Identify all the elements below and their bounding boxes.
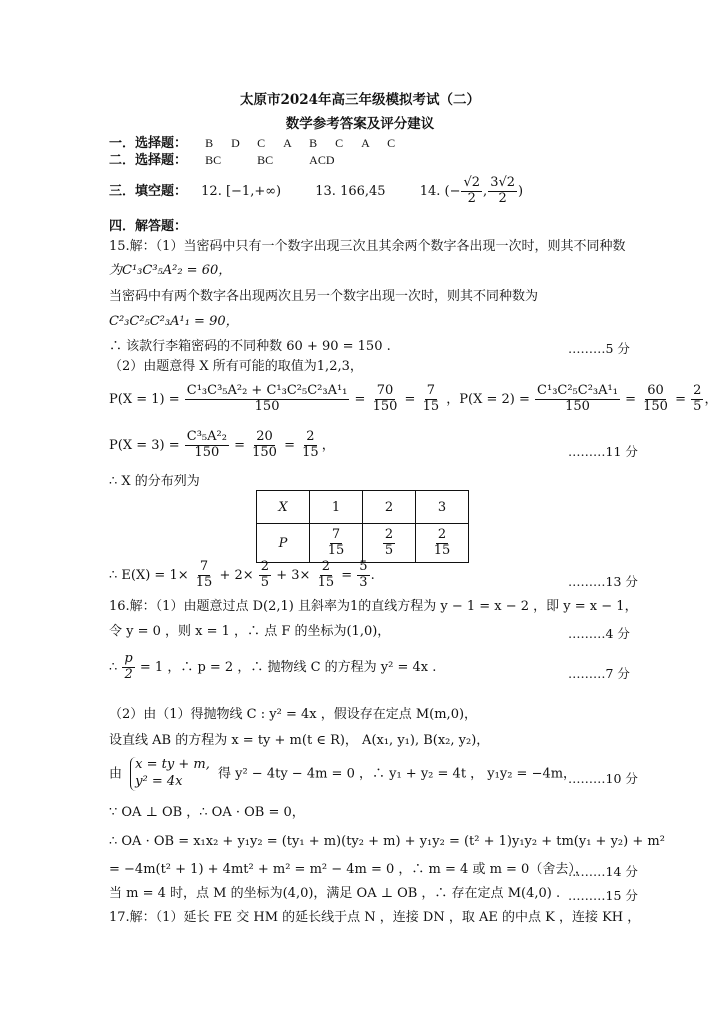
q16-line-8: ∴ OA · OB = x₁x₂ + y₁y₂ = (ty₁ + m)(ty₂ + m) + y₁y₂ = (t² + 1)y₁y₂ + tm(y₁ + y₂) + m² xyxy=(109,834,665,849)
answer: A xyxy=(361,136,370,150)
q16-line-4: （2）由（1）得抛物线 C : y² = 4x ，假设存在定点 M(m,0)， xyxy=(109,707,478,722)
q16-line-9: = −4m(t² + 1) + 4mt² + m² = m² − 4m = 0 ，∴ m = 4 或 m = 0（舍去）， xyxy=(109,862,588,877)
answer: ACD xyxy=(309,153,335,167)
table-cell: $\frac{7}{15}$ xyxy=(310,524,363,563)
q16-line-5: 设直线 AB 的方程为 x = ty + m(t ∈ R)， A(x₁, y₁), B(x₂, y₂)， xyxy=(109,733,490,748)
q15-dist-intro: ∴ X 的分布列为 xyxy=(109,474,200,489)
answer-12: 12. [−1,+∞) xyxy=(201,183,282,199)
table-row xyxy=(257,491,469,524)
table-row xyxy=(257,524,469,563)
section-choice-2 xyxy=(109,153,361,169)
q16-line-2: 令 y = 0 ，则 x = 1 ，∴ 点 F 的坐标为(1,0)， xyxy=(109,624,391,639)
q17-line-1: 17.解：（1）延长 FE 交 HM 的延长线于点 N ，连接 DN ，取 AE 的中点 K ，连接 KH ， xyxy=(109,910,641,925)
q16-line-1: 16.解：（1）由题意过点 D(2,1) 且斜率为1的直线方程为 y − 1 = x − 2 ，即 y = x − 1， xyxy=(109,599,638,614)
q15-expectation: ∴ E(X) = 1× $\frac{7}{15}$ + 2× $\frac{2}{5}$ + 3× $\frac{2}{15}$ = $\frac{5}{3}$ . xyxy=(109,559,375,590)
page-title: 太原市2024年高三年级模拟考试（二） xyxy=(239,92,481,108)
table-cell: 1 xyxy=(310,491,363,524)
answer-14: 14. (− $\frac{√2}{2}$ , $\frac{3√2}{2}$ ) xyxy=(419,175,524,206)
answer: C xyxy=(335,136,344,150)
score-note: ………10 分 xyxy=(568,771,638,786)
q15-line-1: 15.解：（1）当密码中只有一个数字出现三次且其余两个数字各出现一次时，则其不同种数 xyxy=(109,239,626,254)
q16-line-7: ∵ OA ⊥ OB ，∴ OA · OB = 0， xyxy=(109,805,305,820)
answer: BC xyxy=(257,153,274,167)
answer: D xyxy=(231,136,240,150)
score-note: ………4 分 xyxy=(568,626,630,641)
answer: C xyxy=(257,136,266,150)
page-subtitle: 数学参考答案及评分建议 xyxy=(285,116,435,132)
q16-line-6: 由 x = ty + m, y² = 4x 得 y² − 4ty − 4m = 0 ，∴ y₁ + y₂ = 4t ， y₁y₂ = −4m， xyxy=(109,757,577,789)
score-note: ………14 分 xyxy=(568,864,638,879)
section-label-solutions: 四．解答题： xyxy=(109,219,188,234)
section-choice-1 xyxy=(109,136,413,152)
distribution-table xyxy=(256,490,469,563)
table-cell: 2 xyxy=(363,491,416,524)
q15-line-6: （2）由题意得 X 所有可能的取值为1,2,3， xyxy=(109,359,363,374)
section-label: 一．选择题： xyxy=(109,136,188,151)
score-note: ………13 分 xyxy=(568,574,638,589)
answer: B xyxy=(205,136,214,150)
q15-line-5: ∴ 该款行李箱密码的不同种数 60 + 90 = 150 . xyxy=(109,339,391,354)
score-note: ………5 分 xyxy=(568,341,630,356)
table-cell: P xyxy=(257,524,310,563)
section-label: 三．填空题： xyxy=(109,183,188,199)
q15-prob-x1-x2: P(X = 1) = $\frac{\text{C¹₃C³₅A²₂ + C¹₃C²₅C²₃A¹₁}}{150}$ = $\frac{70}{150}$ = $\frac{7}{15}$ ，P(X = 2) = $\frac{\text{C¹₃C²₅C²₃A¹₁}}{150}$ = $\frac{60}{150}$ = $\frac{2}{5}$ ， xyxy=(109,383,718,414)
q15-line-4: C²₃C²₅C²₃A¹₁ = 90， xyxy=(109,314,239,329)
answer: B xyxy=(309,136,318,150)
score-note: ………11 分 xyxy=(568,444,638,459)
score-note: ………15 分 xyxy=(568,888,638,903)
q16-line-10: 当 m = 4 时，点 M 的坐标为(4,0)，满足 OA ⊥ OB ，∴ 存在定点 M(4,0) . xyxy=(109,886,561,901)
section-fill-blank xyxy=(109,176,523,207)
answer: C xyxy=(387,136,396,150)
q15-line-2: 为C¹₃C³₅A²₂ = 60， xyxy=(109,263,232,278)
table-cell: $\frac{2}{5}$ xyxy=(363,524,416,563)
answer: BC xyxy=(205,153,222,167)
table-cell: 3 xyxy=(416,491,469,524)
q15-line-3: 当密码中有两个数字各出现两次且另一个数字出现一次时，则其不同种数为 xyxy=(109,289,539,304)
section-label: 二．选择题： xyxy=(109,153,188,168)
q15-prob-x3: P(X = 3) = $\frac{\text{C³₅A²₂}}{150}$ = $\frac{20}{150}$ = $\frac{2}{15}$ ， xyxy=(109,429,335,460)
table-cell: X xyxy=(257,491,310,524)
answer-13: 13. 166,45 xyxy=(315,183,386,199)
score-note: ………7 分 xyxy=(568,666,630,681)
answer: A xyxy=(283,136,292,150)
q16-line-3: ∴ $\frac{p}{2}$ = 1 ，∴ p = 2 ，∴ 抛物线 C 的方程为 y² = 4x . xyxy=(109,651,437,682)
table-cell: $\frac{2}{15}$ xyxy=(416,524,469,563)
